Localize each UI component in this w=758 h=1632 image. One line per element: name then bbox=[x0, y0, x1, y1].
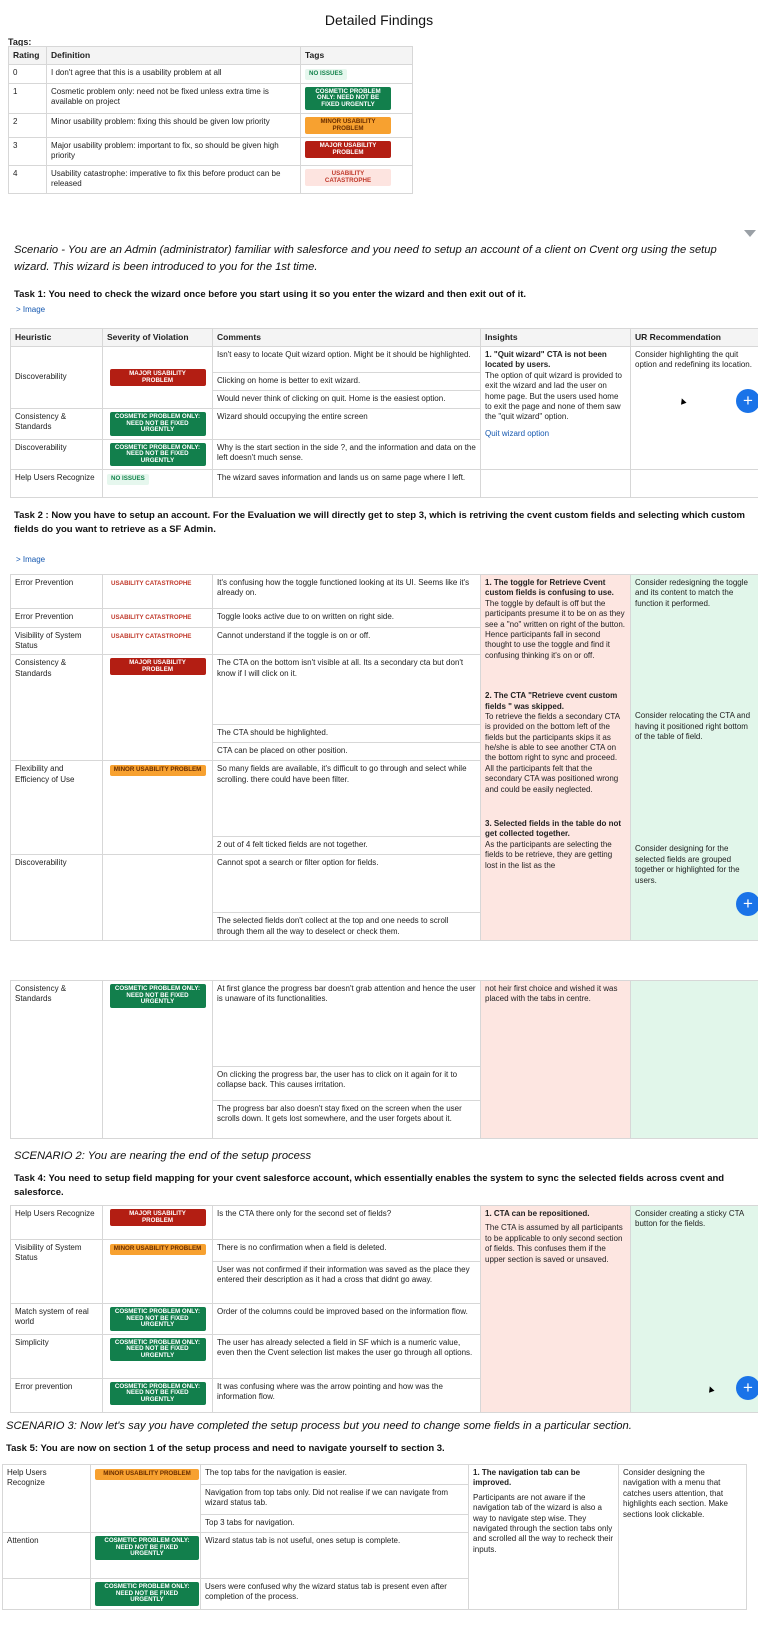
comment: Cannot spot a search or filter option for fields. bbox=[213, 855, 481, 913]
severity-tag: USABILITY CATASTROPHE bbox=[111, 580, 192, 587]
severity-tag: COSMETIC PROBLEM ONLY: NEED NOT BE FIXED URGENTLY bbox=[110, 984, 206, 1008]
rating-definition: Usability catastrophe: imperative to fix this before product can be released bbox=[47, 166, 301, 194]
heuristic: Consistency & Standards bbox=[11, 655, 103, 761]
severity-tag: MAJOR USABILITY PROBLEM bbox=[110, 1209, 206, 1226]
rating-value: 2 bbox=[9, 114, 47, 138]
severity-tag: USABILITY CATASTROPHE bbox=[111, 632, 192, 640]
comment: Toggle looks active due to on written on right side. bbox=[213, 609, 481, 628]
recommendation: Consider designing the navigation with a menu that catches users attention, that highlights each section. Make sections look clickable. bbox=[619, 1465, 747, 1610]
header-rating: Rating bbox=[9, 47, 47, 65]
rating-value: 0 bbox=[9, 65, 47, 84]
comment: The CTA on the bottom isn't visible at all. Its a secondary cta but don't know if I will click on it. bbox=[213, 655, 481, 725]
task-2-image-link[interactable]: > Image bbox=[16, 555, 46, 564]
heuristic: Error Prevention bbox=[11, 575, 103, 609]
comment: The top tabs for the navigation is easier. bbox=[201, 1465, 469, 1485]
header-tags: Tags bbox=[301, 47, 413, 65]
comment: The selected fields don't collect at the top and one needs to scroll through them all the way to deselect or check them. bbox=[213, 913, 481, 941]
rating-value: 4 bbox=[9, 166, 47, 194]
comment: Is the CTA there only for the second set of fields? bbox=[213, 1206, 481, 1240]
col-severity: Severity of Violation bbox=[103, 329, 213, 347]
heuristic: Discoverability bbox=[11, 439, 103, 470]
rating-definition: Cosmetic problem only: need not be fixed unless extra time is available on project bbox=[47, 83, 301, 114]
col-comments: Comments bbox=[213, 329, 481, 347]
insight-link[interactable]: Quit wizard option bbox=[485, 428, 550, 438]
task-4-title: Task 4: You need to setup field mapping for your cvent salesforce account, which essentially enables the system to sync the selected fields across cvent and salesforce. bbox=[14, 1173, 725, 1199]
task-1-image-link[interactable]: > Image bbox=[16, 305, 46, 314]
severity-tag: MINOR USABILITY PROBLEM bbox=[95, 1469, 199, 1480]
heuristic: Flexibility and Efficiency of Use bbox=[11, 761, 103, 855]
task-1-title: Task 1: You need to check the wizard once before you start using it so you enter the wizard and then exit out of it. bbox=[14, 289, 527, 300]
comment: Top 3 tabs for navigation. bbox=[201, 1515, 469, 1533]
comment: CTA can be placed on other position. bbox=[213, 743, 481, 761]
header-definition: Definition bbox=[47, 47, 301, 65]
comment: User was not confirmed if their information was saved as the place they entered their description as it had a cross that didnt go away. bbox=[213, 1262, 481, 1304]
insight-body: not heir first choice and wished it was placed with the tabs in centre. bbox=[481, 981, 631, 1139]
tag-major: MAJOR USABILITY PROBLEM bbox=[305, 141, 391, 158]
severity-tag: MAJOR USABILITY PROBLEM bbox=[110, 369, 206, 386]
corner-arrow-icon bbox=[744, 230, 756, 237]
heuristic: Match system of real world bbox=[11, 1304, 103, 1335]
recommendation: Consider designing for the selected fields are grouped together or highlighted for the users. bbox=[635, 844, 740, 885]
recommendation: Consider creating a sticky CTA button for the fields. bbox=[631, 1206, 758, 1413]
comment: On clicking the progress bar, the user has to click on it again for it to collapse back. This causes irritation. bbox=[213, 1067, 481, 1101]
heuristic: Error Prevention bbox=[11, 609, 103, 628]
heuristic: Visibility of System Status bbox=[11, 1240, 103, 1304]
tags-label: Tags: bbox=[8, 37, 32, 47]
comment: The wizard saves information and lands us on same page where I left. bbox=[213, 470, 481, 498]
comment: Cannot understand if the toggle is on or off. bbox=[213, 627, 481, 655]
scenario-3: SCENARIO 3: Now let's say you have completed the setup process but you need to change some fields in a particular section. bbox=[6, 1420, 632, 1432]
comment: Why is the start section in the side ?, and the information and data on the left doesn't much sense. bbox=[213, 439, 481, 470]
comment: There is no confirmation when a field is deleted. bbox=[213, 1240, 481, 1262]
task-2-title: Task 2 : Now you have to setup an account. For the Evaluation we will directly get to step 3, which is retriving the cvent custom fields and selecting which custom fields do you want to retrieve as a SF Admin. bbox=[14, 510, 745, 536]
comment: The CTA should be highlighted. bbox=[213, 725, 481, 743]
cursor-icon: ▲ bbox=[676, 394, 690, 409]
heuristic: Error prevention bbox=[11, 1378, 103, 1412]
tags-table bbox=[8, 46, 413, 194]
task-1-table bbox=[10, 328, 758, 498]
comment: Users were confused why the wizard status tab is present even after completion of the process. bbox=[201, 1579, 469, 1610]
heuristic: Attention bbox=[3, 1533, 91, 1579]
comment: Would never think of clicking on quit. Home is the easiest option. bbox=[213, 391, 481, 409]
comment: Isn't easy to locate Quit wizard option. Might be it should be highlighted. bbox=[213, 347, 481, 373]
severity-tag: MINOR USABILITY PROBLEM bbox=[110, 1244, 206, 1255]
recommendation: Consider redesigning the toggle and its content to match the function it performed. bbox=[635, 578, 748, 608]
insight-title: 1. CTA can be repositioned. bbox=[485, 1209, 590, 1218]
heuristic: Simplicity bbox=[11, 1334, 103, 1378]
insight-title: 1. The toggle for Retrieve Cvent custom fields is confusing to use. bbox=[485, 578, 614, 598]
severity-tag: MINOR USABILITY PROBLEM bbox=[110, 765, 206, 776]
severity-tag: COSMETIC PROBLEM ONLY: NEED NOT BE FIXED URGENTLY bbox=[110, 1382, 206, 1406]
rating-value: 1 bbox=[9, 83, 47, 114]
task-2-table-continued bbox=[10, 980, 758, 1139]
insight-body: To retrieve the fields a secondary CTA is provided on the bottom left of the fields but the participants skips it as he/she is able to see another CTA on the bottom right to sync and proceed. All the participants felt that the secondary CTA was positioned wrong and could be easily neglected. bbox=[485, 711, 620, 794]
severity-tag: COSMETIC PROBLEM ONLY: NEED NOT BE FIXED URGENTLY bbox=[95, 1582, 199, 1606]
insight-title: 3. Selected fields in the table do not get collected together. bbox=[485, 819, 622, 839]
tag-cosmetic: COSMETIC PROBLEM ONLY: NEED NOT BE FIXED URGENTLY bbox=[305, 87, 391, 111]
tag-no-issues: NO ISSUES bbox=[305, 69, 347, 80]
add-plus-icon[interactable]: + bbox=[736, 389, 758, 413]
heuristic: Consistency & Standards bbox=[11, 981, 103, 1139]
task-4-table bbox=[10, 1205, 758, 1413]
insight-title: 2. The CTA "Retrieve cvent custom fields " was skipped. bbox=[485, 691, 618, 711]
col-recommendation: UR Recommendation bbox=[631, 329, 758, 347]
comment: It's confusing how the toggle functioned looking at its UI. Seems like it's already on. bbox=[213, 575, 481, 609]
comment: 2 out of 4 felt ticked fields are not together. bbox=[213, 837, 481, 855]
heuristic: Consistency & Standards bbox=[11, 409, 103, 440]
task-5-title: Task 5: You are now on section 1 of the setup process and need to navigate yourself to section 3. bbox=[6, 1443, 445, 1454]
comment: Order of the columns could be improved based on the information flow. bbox=[213, 1304, 481, 1335]
comment: So many fields are available, it's difficult to go through and select while scrolling. there could have been filter. bbox=[213, 761, 481, 837]
comment: It was confusing where was the arrow pointing and how was the information flow. bbox=[213, 1378, 481, 1412]
comment: Wizard status tab is not useful, ones setup is complete. bbox=[201, 1533, 469, 1579]
comment: At first glance the progress bar doesn't grab attention and hence the user is unaware of its functionalities. bbox=[213, 981, 481, 1067]
insight-body: The option of quit wizard is provided to exit the wizard and lad the user on home page. But the users used home to exit the page and none of them saw the "quit wizard" option. bbox=[485, 370, 622, 422]
rating-value: 3 bbox=[9, 138, 47, 166]
severity-tag: USABILITY CATASTROPHE bbox=[111, 614, 192, 621]
severity-tag: COSMETIC PROBLEM ONLY: NEED NOT BE FIXED URGENTLY bbox=[110, 443, 206, 467]
recommendation: Consider relocating the CTA and having it positioned right bottom of the table of field. bbox=[635, 711, 751, 741]
insight-title: 1. The navigation tab can be improved. bbox=[473, 1468, 581, 1488]
scenario-1: Scenario - You are an Admin (administrator) familiar with salesforce and you need to setup an account of a client on Cvent org using the setup wizard. This wizard is been introduced to you for the 1st time. bbox=[14, 244, 717, 273]
insight-body: The toggle by default is off but the participants presume it to be on as they see a "no" written on right of the button. Hence participants fall in second thought to use the toggle and find it confusing thinking it's on or off. bbox=[485, 598, 625, 660]
comment: Navigation from top tabs only. Did not realise if we can navigate from wizard status tab. bbox=[201, 1485, 469, 1515]
heuristic: Visibility of System Status bbox=[11, 627, 103, 655]
add-plus-icon[interactable]: + bbox=[736, 1376, 758, 1400]
scenario-2: SCENARIO 2: You are nearing the end of the setup process bbox=[14, 1150, 312, 1162]
col-heuristic: Heuristic bbox=[11, 329, 103, 347]
page-title: Detailed Findings bbox=[324, 12, 434, 28]
severity-tag: NO ISSUES bbox=[107, 474, 149, 485]
comment: The user has already selected a field in SF which is a numeric value, even then the Cvent selection list makes the user go through all options. bbox=[213, 1334, 481, 1378]
heuristic: Help Users Recognize bbox=[11, 1206, 103, 1240]
cursor-icon: ▲ bbox=[704, 1382, 718, 1397]
heuristic: Help Users Recognize bbox=[3, 1465, 91, 1533]
comment: Wizard should occupying the entire screen bbox=[213, 409, 481, 440]
tag-minor: MINOR USABILITY PROBLEM bbox=[305, 117, 391, 134]
insight-body: Participants are not aware if the navigation tab of the wizard is also a way to navigate step wise. They navigated through the section tabs only and scrolled all the way to recheck their inputs. bbox=[473, 1492, 614, 1554]
severity-tag: MAJOR USABILITY PROBLEM bbox=[110, 658, 206, 675]
comment: The progress bar also doesn't stay fixed on the screen when the user scrolls down. It gets lost somewhere, and the user forgets about it. bbox=[213, 1101, 481, 1139]
task-5-table bbox=[2, 1464, 747, 1610]
tag-catastrophe: USABILITY CATASTROPHE bbox=[305, 169, 391, 186]
severity-tag: COSMETIC PROBLEM ONLY: NEED NOT BE FIXED URGENTLY bbox=[110, 412, 206, 436]
recommendation: Consider highlighting the quit option and redefining its location. bbox=[631, 347, 758, 470]
add-plus-icon[interactable]: + bbox=[736, 892, 758, 916]
task-2-table bbox=[10, 574, 758, 941]
heuristic: Help Users Recognize bbox=[11, 470, 103, 498]
insight-body: As the participants are selecting the fields to be retrieve, they are getting lost in the list as the bbox=[485, 839, 613, 870]
heuristic: Discoverability bbox=[11, 347, 103, 409]
col-insights: Insights bbox=[481, 329, 631, 347]
insight-body: The CTA is assumed by all participants to be applicable to only second section of fields. This confuses them if the upper section is saved or unsaved. bbox=[485, 1223, 623, 1264]
rating-definition: Major usability problem: important to fix, so should be given high priority bbox=[47, 138, 301, 166]
heuristic: Discoverability bbox=[11, 855, 103, 941]
rating-definition: Minor usability problem: fixing this should be given low priority bbox=[47, 114, 301, 138]
rating-definition: I don't agree that this is a usability problem at all bbox=[47, 65, 301, 84]
severity-tag: COSMETIC PROBLEM ONLY: NEED NOT BE FIXED URGENTLY bbox=[95, 1536, 199, 1560]
insight-title: 1. "Quit wizard" CTA is not been located by users. bbox=[485, 350, 607, 370]
severity-tag: COSMETIC PROBLEM ONLY: NEED NOT BE FIXED URGENTLY bbox=[110, 1338, 206, 1362]
severity-tag: COSMETIC PROBLEM ONLY: NEED NOT BE FIXED URGENTLY bbox=[110, 1307, 206, 1331]
comment: Clicking on home is better to exit wizard. bbox=[213, 373, 481, 391]
